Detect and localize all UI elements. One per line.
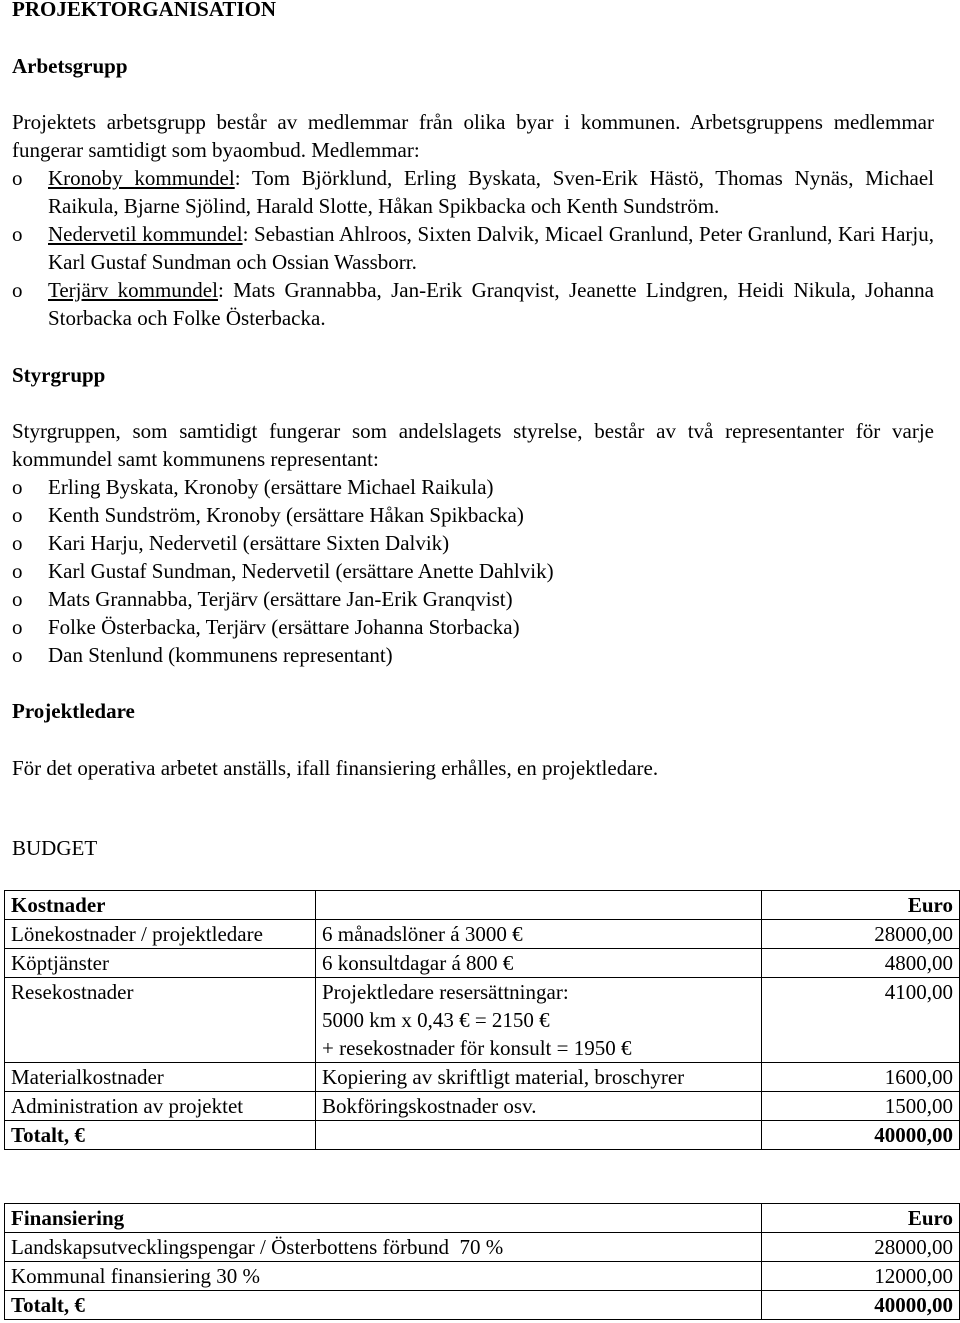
- cost-amount: 1500,00: [762, 1092, 960, 1121]
- cost-total-label: Totalt, €: [5, 1121, 316, 1150]
- financing-total-row: [5, 1291, 960, 1320]
- cost-amount: 4800,00: [762, 949, 960, 978]
- styrgrupp-member: [12, 501, 934, 529]
- cost-header-label: Kostnader: [5, 891, 316, 920]
- cost-total-desc: [316, 1121, 762, 1150]
- member-text: Erling Byskata, Kronoby (ersättare Michael Raikula): [48, 475, 494, 499]
- member-text: [48, 164, 934, 220]
- member-names: : Mats Grannabba, Jan-Erik Granqvist, Jeanette Lindgren, Heidi Nikula, Johanna Storbacka och Folke Österbacka.: [48, 278, 934, 330]
- financing-label: Landskapsutvecklingspengar / Österbottens förbund 70 %: [5, 1233, 762, 1262]
- financing-amount: 28000,00: [762, 1233, 960, 1262]
- member-text: Folke Österbacka, Terjärv (ersättare Johanna Storbacka): [48, 615, 520, 639]
- cost-desc-line: + resekostnader för konsult = 1950 €: [322, 1036, 632, 1060]
- financing-total-amount: 40000,00: [762, 1291, 960, 1320]
- table-row: [5, 978, 960, 1063]
- cost-label: Köptjänster: [5, 949, 316, 978]
- area-name: Kronoby kommundel: [48, 166, 235, 190]
- document-title: PROJEKTORGANISATION: [12, 0, 277, 21]
- cost-label: Lönekostnader / projektledare: [5, 920, 316, 949]
- bullet-marker: o: [12, 166, 23, 190]
- table-row: [5, 1092, 960, 1121]
- bullet-marker: o: [12, 615, 23, 639]
- financing-amount: 12000,00: [762, 1262, 960, 1291]
- member-text: Mats Grannabba, Terjärv (ersättare Jan-Erik Granqvist): [48, 587, 513, 611]
- bullet-marker: o: [12, 587, 23, 611]
- table-row: [5, 920, 960, 949]
- cost-label: Administration av projektet: [5, 1092, 316, 1121]
- financing-table: [4, 1203, 960, 1320]
- cost-desc-line: 5000 km x 0,43 € = 2150 €: [322, 1008, 550, 1032]
- cost-desc: Bokföringskostnader osv.: [316, 1092, 762, 1121]
- projektledare-heading: Projektledare: [12, 699, 135, 723]
- styrgrupp-member: [12, 529, 934, 557]
- styrgrupp-member: [12, 557, 934, 585]
- area-name: Nedervetil kommundel: [48, 222, 243, 246]
- styrgrupp-member: [12, 473, 934, 501]
- cost-header-desc: [316, 891, 762, 920]
- member-text: Kari Harju, Nedervetil (ersättare Sixten Dalvik): [48, 531, 450, 555]
- member-text: [48, 276, 934, 332]
- arbetsgrupp-intro: Projektets arbetsgrupp består av medlemmar från olika byar i kommunen. Arbetsgruppens medlemmar fungerar samtidigt som byaombud. Medlemmar:: [12, 110, 934, 162]
- cost-total-row: [5, 1121, 960, 1150]
- bullet-marker: o: [12, 643, 23, 667]
- styrgrupp-heading: Styrgrupp: [12, 363, 106, 387]
- bullet-marker: o: [12, 503, 23, 527]
- member-text: Kenth Sundström, Kronoby (ersättare Håkan Spikbacka): [48, 503, 524, 527]
- arbetsgrupp-heading: Arbetsgrupp: [12, 54, 128, 78]
- cost-label: Materialkostnader: [5, 1063, 316, 1092]
- arbetsgrupp-member-terjarv: [12, 276, 934, 332]
- cost-desc: 6 månadslöner á 3000 €: [316, 920, 762, 949]
- cost-desc: 6 konsultdagar á 800 €: [316, 949, 762, 978]
- financing-header-amount: Euro: [762, 1204, 960, 1233]
- bullet-marker: o: [12, 559, 23, 583]
- financing-label: Kommunal finansiering 30 %: [5, 1262, 762, 1291]
- cost-header-row: [5, 891, 960, 920]
- cost-desc-line: Projektledare resersättningar:: [322, 980, 569, 1004]
- arbetsgrupp-member-nedervetil: [12, 220, 934, 276]
- member-text: Dan Stenlund (kommunens representant): [48, 643, 393, 667]
- styrgrupp-member: [12, 585, 934, 613]
- member-text: [48, 220, 934, 276]
- styrgrupp-member: [12, 641, 934, 669]
- bullet-marker: o: [12, 531, 23, 555]
- table-row: [5, 949, 960, 978]
- cost-total-amount: 40000,00: [762, 1121, 960, 1150]
- budget-heading: BUDGET: [12, 836, 98, 860]
- table-row: [5, 1262, 960, 1291]
- cost-desc: [316, 978, 762, 1063]
- cost-desc: Kopiering av skriftligt material, broschyrer: [316, 1063, 762, 1092]
- member-text: Karl Gustaf Sundman, Nedervetil (ersättare Anette Dahlvik): [48, 559, 554, 583]
- financing-header-row: [5, 1204, 960, 1233]
- financing-header-label: Finansiering: [5, 1204, 762, 1233]
- bullet-marker: o: [12, 475, 23, 499]
- cost-label: Resekostnader: [5, 978, 316, 1063]
- projektledare-text: För det operativa arbetet anställs, ifall finansiering erhålles, en projektledare.: [12, 756, 659, 780]
- area-name: Terjärv kommundel: [48, 278, 218, 302]
- member-names: : Tom Björklund, Erling Byskata, Sven-Erik Hästö, Thomas Nynäs, Michael Raikula, Bjarne Sjölind, Harald Slotte, Håkan Spikbacka och Kenth Sundström.: [48, 166, 934, 218]
- styrgrupp-member: [12, 613, 934, 641]
- member-names: : Sebastian Ahlroos, Sixten Dalvik, Micael Granlund, Peter Granlund, Kari Harju, Karl Gustaf Sundman och Ossian Wassborr.: [48, 222, 935, 274]
- arbetsgrupp-member-kronoby: [12, 164, 934, 220]
- cost-amount: 1600,00: [762, 1063, 960, 1092]
- bullet-marker: o: [12, 278, 23, 302]
- cost-amount: 4100,00: [762, 978, 960, 1063]
- table-row: [5, 1063, 960, 1092]
- cost-amount: 28000,00: [762, 920, 960, 949]
- cost-table: [4, 890, 960, 1150]
- bullet-marker: o: [12, 222, 23, 246]
- cost-header-amount: Euro: [762, 891, 960, 920]
- table-row: [5, 1233, 960, 1262]
- styrgrupp-intro: Styrgruppen, som samtidigt fungerar som andelslagets styrelse, består av två representanter för varje kommundel samt kommunens representant:: [12, 419, 934, 471]
- financing-total-label: Totalt, €: [5, 1291, 762, 1320]
